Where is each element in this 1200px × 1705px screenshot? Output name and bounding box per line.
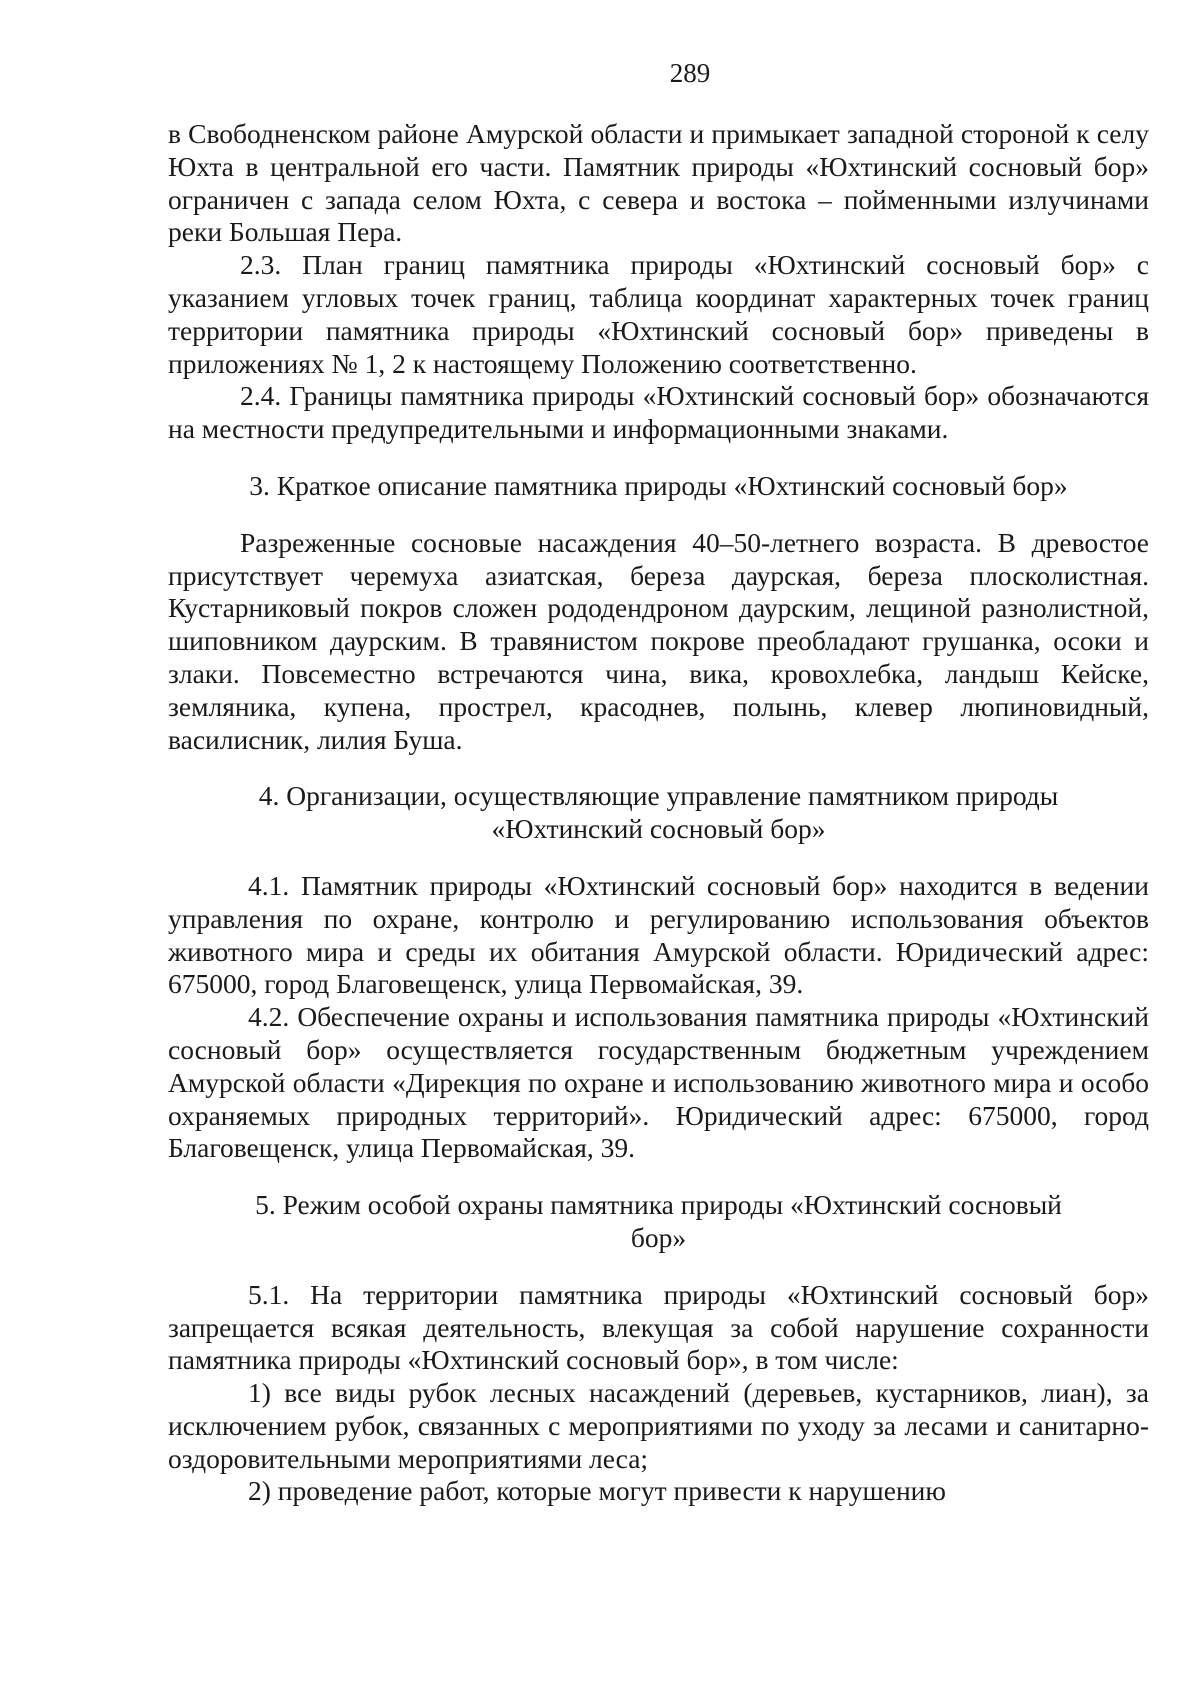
page-number: 289 <box>669 58 711 88</box>
paragraph-5-1: 5.1. На территории памятника природы «Юхтинский сосновый бор» запрещается всякая деятельность, влекущая за собой нарушение сохранности памятника природы «Юхтинский сосновый бор», в том числе: <box>168 1278 1149 1376</box>
document-body <box>168 118 1149 1508</box>
section-heading-5-line-2: бор» <box>630 1221 687 1253</box>
paragraph-4-2: 4.2. Обеспечение охраны и использования памятника природы «Юхтинский сосновый бор» осуществляется государственным бюджетным учреждением Амурской области «Дирекция по охране и использованию животного мира и особо охраняемых природных территорий». Юридический адрес: 675000, город Благовещенск, улица Первомайская, 39. <box>168 1001 1149 1164</box>
paragraph-3: Разреженные сосновые насаждения 40–50-летнего возраста. В древостое присутствует черемуха азиатская, береза даурская, береза плосколистная. Кустарниковый покров сложен рододендроном даурским, лещиной разнолистной, шиповником даурским. В травянистом покрове преобладают грушанка, осоки и злаки. Повсеместно встречаются чина, вика, кровохлебка, ландыш Кейске, земляника, купена, прострел, красоднев, полынь, клевер люпиновидный, василисник, лилия Буша. <box>168 526 1149 755</box>
paragraph-2-4: 2.4. Границы памятника природы «Юхтинский сосновый бор» обозначаются на местности предупредительными и информационными знаками. <box>168 380 1149 445</box>
section-heading-3: 3. Краткое описание памятника природы «Юхтинский сосновый бор» <box>249 469 1068 501</box>
paragraph-intro: в Свободненском районе Амурской области и примыкает западной стороной к селу Юхта в центральной его части. Памятник природы «Юхтинский сосновый бор» ограничен с запада селом Юхта, с севера и востока – пойменными излучинами реки Большая Пера. <box>168 118 1149 248</box>
section-heading-4-line-2: «Юхтинский сосновый бор» <box>491 813 826 845</box>
paragraph-2-3: 2.3. План границ памятника природы «Юхтинский сосновый бор» с указанием угловых точек границ, таблица координат характерных точек границ территории памятника природы «Юхтинский сосновый бор» приведены в приложениях № 1, 2 к настоящему Положению соответственно. <box>168 249 1149 379</box>
section-heading-4-line-1: 4. Организации, осуществляющие управление памятником природы <box>258 780 1059 812</box>
list-item-5-1-1: 1) все виды рубок лесных насаждений (деревьев, кустарников, лиан), за исключением рубок, связанных с мероприятиями по уходу за лесами и санитарно-оздоровительными мероприятиями леса; <box>168 1377 1149 1474</box>
paragraph-4-1: 4.1. Памятник природы «Юхтинский сосновый бор» находится в ведении управления по охране, контролю и регулированию использования объектов животного мира и среды их обитания Амурской области. Юридический адрес: 675000, город Благовещенск, улица Первомайская, 39. <box>168 869 1149 1000</box>
section-heading-5-line-1: 5. Режим особой охраны памятника природы «Юхтинский сосновый <box>255 1189 1062 1221</box>
list-item-5-1-2: 2) проведение работ, которые могут привести к нарушению <box>248 1475 946 1507</box>
